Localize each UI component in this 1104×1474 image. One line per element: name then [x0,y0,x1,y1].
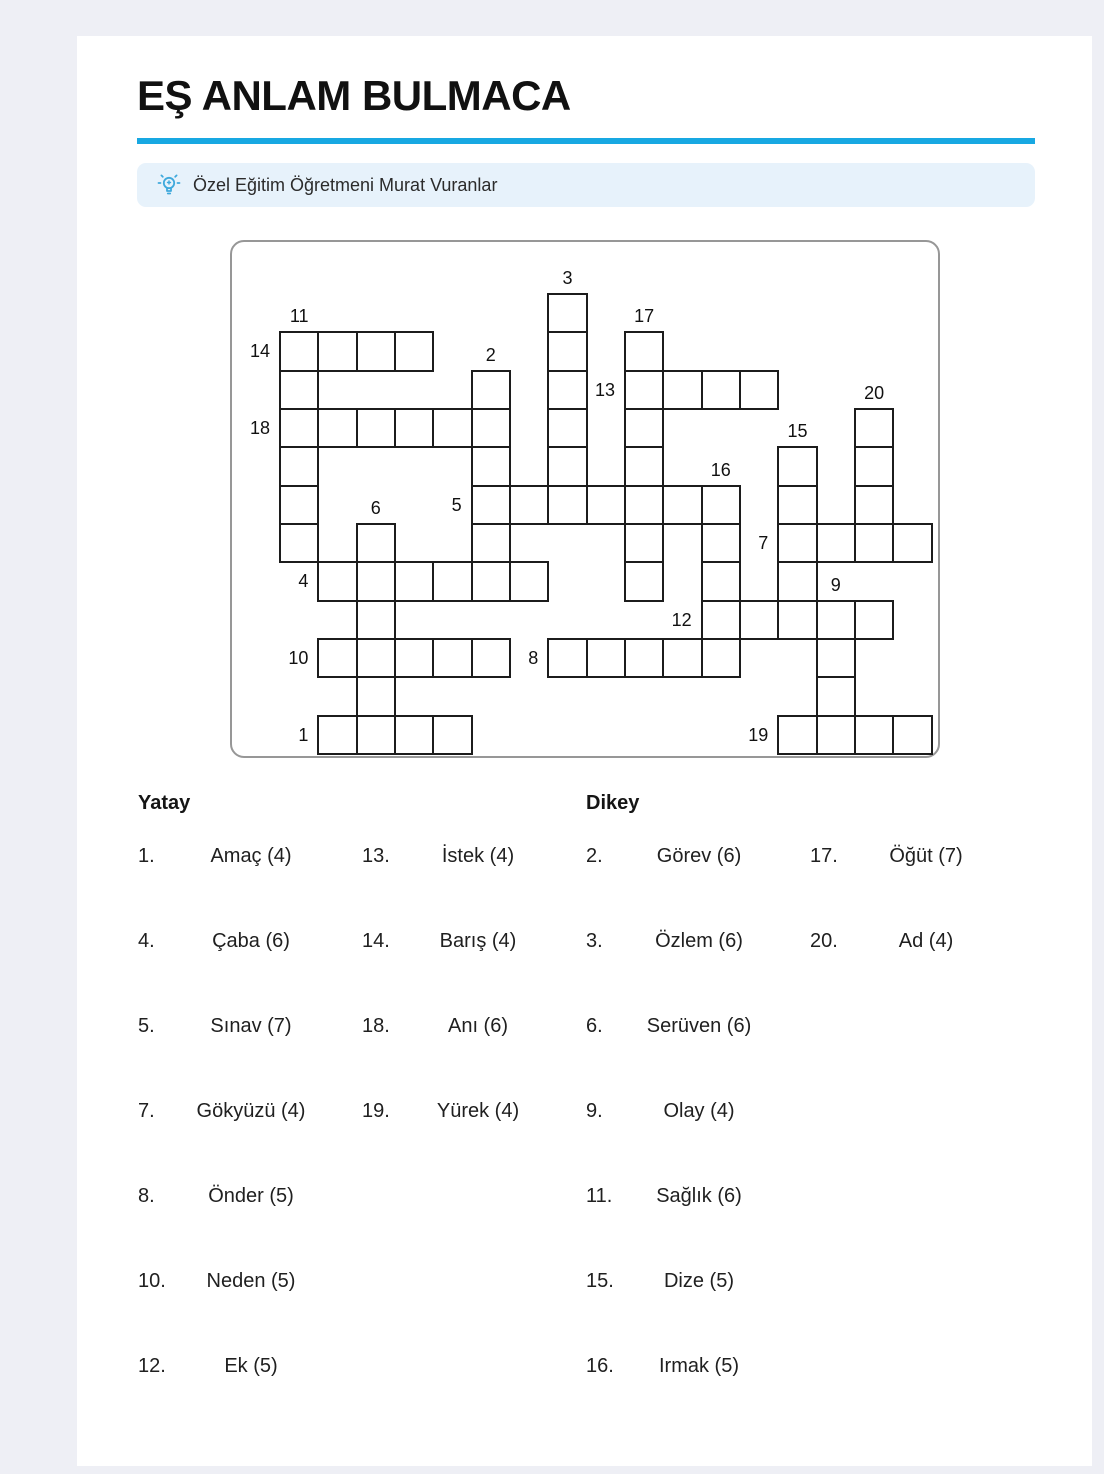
clue-text: Ad (4) [898,930,954,952]
grid-cell [471,485,511,525]
grid-cell [777,715,817,755]
clue-text: Barış (4) [439,930,517,952]
grid-cell [816,676,856,716]
grid-cell [394,408,434,448]
grid-number-label: 17 [634,306,655,327]
clue-number: 7. [138,1100,155,1122]
clue-number: 15. [586,1270,614,1292]
grid-cell [701,523,741,563]
grid-cell [854,446,894,486]
author-banner [137,163,1035,207]
lightbulb-icon [157,171,181,199]
grid-number-label: 18 [249,418,270,439]
grid-cell [471,408,511,448]
grid-number-label: 10 [288,648,309,669]
clue-text: Önder (5) [208,1185,294,1207]
grid-cell [816,523,856,563]
grid-number-label: 14 [249,341,270,362]
grid-cell [624,485,664,525]
clue-text: Anı (6) [447,1015,509,1037]
down-clues-section [586,792,1002,1409]
clue-number: 8. [138,1185,155,1207]
grid-cell [739,600,779,640]
grid-cell [701,600,741,640]
grid-cell [394,561,434,601]
grid-cell [279,331,319,371]
clue-number: 20. [810,930,838,952]
grid-cell [701,638,741,678]
clue-number: 3. [586,930,603,952]
page-title: EŞ ANLAM BULMACA [137,72,571,119]
grid-cell [471,523,511,563]
clue-row [586,1239,1002,1324]
grid-cell [816,600,856,640]
clue-text: Neden (5) [206,1270,296,1292]
clue-number: 6. [586,1015,603,1037]
grid-cell [432,561,472,601]
clue-number: 9. [586,1100,603,1122]
grid-cell [356,676,396,716]
grid-number-label: 20 [864,382,885,403]
grid-cell [356,561,396,601]
clue-number: 18. [362,1015,390,1037]
grid-cell [317,715,357,755]
clue-text: Sınav (7) [210,1015,292,1037]
grid-number-label: 19 [748,724,769,745]
clue-text: Sağlık (6) [656,1185,742,1207]
grid-cell [547,485,587,525]
clue-row [138,1239,554,1324]
clue-row [586,1069,1002,1154]
crossword-grid [230,240,940,758]
grid-cell [279,408,319,448]
grid-cell [854,485,894,525]
grid-number-label: 13 [594,379,615,400]
grid-number-label: 5 [451,494,462,515]
clue-text: Serüven (6) [646,1015,752,1037]
down-clue-list [586,814,1002,1409]
grid-cell [662,485,702,525]
clue-row [138,1154,554,1239]
grid-number-label: 6 [370,497,381,518]
grid-cell [854,600,894,640]
grid-cell [317,331,357,371]
clue-row [586,984,1002,1069]
grid-cell [317,638,357,678]
grid-cell [471,561,511,601]
grid-cell [279,523,319,563]
grid-cell [279,370,319,410]
grid-cell [624,523,664,563]
grid-cell [816,638,856,678]
clue-row [586,814,1002,899]
clue-text: Ek (5) [224,1355,278,1377]
grid-cell [356,331,396,371]
worksheet-card [77,36,1092,1466]
grid-cell [317,408,357,448]
clue-number: 5. [138,1015,155,1037]
grid-cell [394,331,434,371]
grid-cell [471,638,511,678]
grid-number-label: 9 [830,574,841,595]
clue-number: 4. [138,930,155,952]
clue-number: 11. [586,1185,613,1207]
grid-cell [547,293,587,333]
grid-cell [356,715,396,755]
clue-number: 2. [586,845,603,867]
clue-number: 16. [586,1355,614,1377]
clue-text: Dize (5) [663,1270,734,1292]
grid-cell [777,600,817,640]
grid-cell [471,446,511,486]
grid-number-label: 15 [787,421,808,442]
grid-cell [777,561,817,601]
clue-row [586,1324,1002,1409]
clue-number: 10. [138,1270,166,1292]
grid-number-label: 2 [485,344,496,365]
clue-row [138,814,554,899]
clue-text: İstek (4) [441,845,515,867]
grid-cell [624,638,664,678]
grid-cell [701,370,741,410]
clue-number: 14. [362,930,390,952]
clue-row [138,1069,554,1154]
grid-cell [356,638,396,678]
grid-cell [624,370,664,410]
grid-cell [624,446,664,486]
grid-cell [586,638,626,678]
across-clue-list [138,814,554,1409]
clue-row [138,899,554,984]
grid-cell [547,370,587,410]
clue-text: Çaba (6) [212,930,290,952]
grid-cell [432,638,472,678]
grid-cell [662,370,702,410]
grid-cell [854,408,894,448]
clue-row [586,1154,1002,1239]
clue-number: 1. [138,845,155,867]
grid-cell [356,523,396,563]
clue-number: 19. [362,1100,390,1122]
clue-number: 13. [362,845,390,867]
grid-cell [394,638,434,678]
grid-cell [854,715,894,755]
across-heading: Yatay [138,792,191,814]
grid-cell [547,408,587,448]
grid-cell [432,715,472,755]
grid-cell [662,638,702,678]
grid-cell [586,485,626,525]
clue-number: 12. [138,1355,166,1377]
title-underline [137,138,1035,144]
grid-cell [279,446,319,486]
grid-cell [739,370,779,410]
grid-cell [777,523,817,563]
clue-text: Özlem (6) [655,930,743,952]
grid-cell [394,715,434,755]
clue-text: Öğüt (7) [889,845,963,867]
grid-number-label: 7 [758,533,769,554]
grid-cell [816,715,856,755]
grid-cell [701,561,741,601]
clue-text: Olay (4) [663,1100,735,1122]
grid-cell [547,446,587,486]
clue-row [586,899,1002,984]
clue-number: 17. [810,845,838,867]
grid-number-label: 8 [528,648,539,669]
grid-number-label: 16 [710,459,731,480]
down-heading: Dikey [586,792,640,814]
grid-cell [892,715,932,755]
author-text: Özel Eğitim Öğretmeni Murat Vuranlar [193,174,498,195]
grid-cell [777,485,817,525]
grid-cell [317,561,357,601]
grid-cell [509,485,549,525]
grid-cell [854,523,894,563]
clue-text: Görev (6) [656,845,742,867]
grid-cell [509,561,549,601]
grid-cell [279,485,319,525]
grid-cell [356,408,396,448]
clue-text: Gökyüzü (4) [196,1100,306,1122]
grid-cell [892,523,932,563]
grid-cell [777,446,817,486]
grid-cell [624,408,664,448]
grid-number-label: 1 [298,724,309,745]
grid-cell [624,561,664,601]
clue-text: Irmak (5) [659,1355,739,1377]
grid-cell [701,485,741,525]
clue-row [138,984,554,1069]
clue-row [138,1324,554,1409]
grid-cell [547,638,587,678]
across-clues-section [138,792,554,1409]
grid-cell [471,370,511,410]
clue-text: Amaç (4) [210,845,292,867]
grid-cell [624,331,664,371]
grid-number-label: 4 [298,571,309,592]
grid-number-label: 11 [289,306,309,327]
grid-number-label: 12 [671,609,692,630]
clue-text: Yürek (4) [436,1100,520,1122]
grid-cell [432,408,472,448]
grid-cell [547,331,587,371]
grid-cell [356,600,396,640]
grid-number-label: 3 [562,268,573,288]
